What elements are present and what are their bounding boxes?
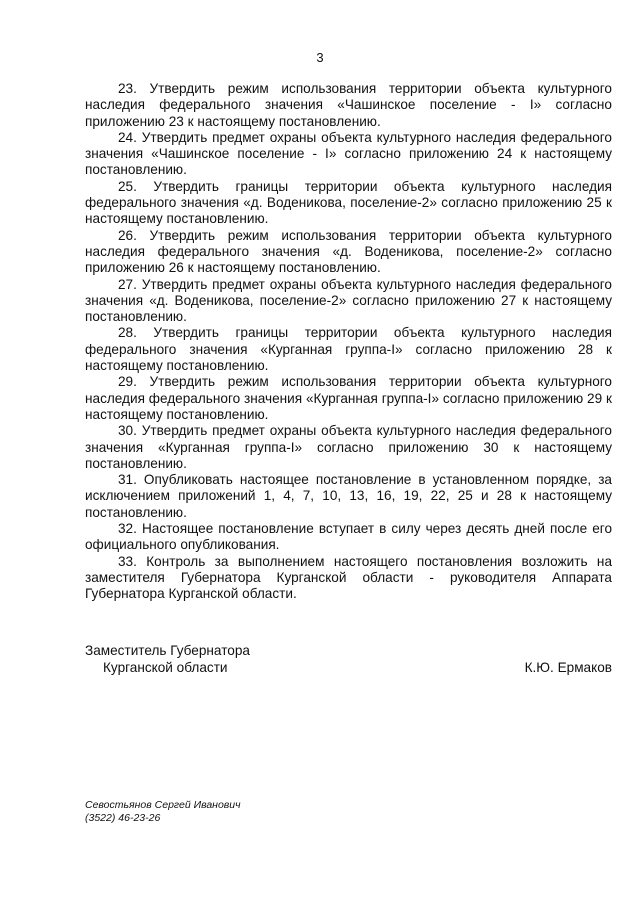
paragraph-24: 24. Утвердить предмет охраны объекта культурного наследия федерального значения «Чашинское поселение - I» согласно приложению 24 к настоящему постановлению. xyxy=(85,129,612,178)
signatory-name: К.Ю. Ермаков xyxy=(524,660,612,675)
document-body xyxy=(85,81,612,603)
page-number: 3 xyxy=(316,50,324,65)
paragraph-32: 32. Настоящее постановление вступает в силу через десять дней после его официального опубликования. xyxy=(85,521,612,553)
paragraph-31: 31. Опубликовать настоящее постановление в установленном порядке, за исключением приложений 1, 4, 7, 10, 13, 16, 19, 22, 25 и 28 к настоящему постановлению. xyxy=(85,472,612,520)
paragraph-28: 28. Утвердить границы территории объекта культурного наследия федерального значения «Курганная группа-I» согласно приложению 28 к настоящему постановлению. xyxy=(85,325,612,374)
paragraph-29: 29. Утвердить режим использования территории объекта культурного наследия федерального значения «Курганная группа-I» согласно приложению 29 к настоящему постановлению. xyxy=(85,374,612,422)
executor-info xyxy=(85,799,241,825)
paragraph-27: 27. Утвердить предмет охраны объекта культурного наследия федерального значения «д. Воденикова, поселение-2» согласно приложению 27 к настоящему постановлению. xyxy=(85,276,612,325)
signatory-title-line1: Заместитель Губернатора xyxy=(85,643,250,658)
executor-name: Севостьянов Сергей Иванович xyxy=(85,799,241,811)
executor-phone: (3522) 46-23-26 xyxy=(85,812,161,824)
paragraph-23: 23. Утвердить режим использования территории объекта культурного наследия федерального значения «Чашинское поселение - I» согласно приложению 23 к настоящему постановлению. xyxy=(85,81,612,129)
paragraph-26: 26. Утвердить режим использования территории объекта культурного наследия федерального значения «д. Воденикова, поселение-2» согласно приложению 26 к настоящему постановлению. xyxy=(85,227,612,276)
paragraph-33: 33. Контроль за выполнением настоящего постановления возложить на заместителя Губернатора Курганской области - руководителя Аппарата Губернатора Курганской области. xyxy=(85,553,612,602)
signature-block xyxy=(85,642,612,676)
paragraph-25: 25. Утвердить границы территории объекта культурного наследия федерального значения «д. Воденикова, поселение-2» согласно приложению 25 к настоящему постановлению. xyxy=(85,178,612,227)
signatory-title-line2: Курганской области xyxy=(103,660,228,675)
paragraph-30: 30. Утвердить предмет охраны объекта культурного наследия федерального значения «Курганная группа-I» согласно приложению 30 к настоящему постановлению. xyxy=(85,423,612,471)
